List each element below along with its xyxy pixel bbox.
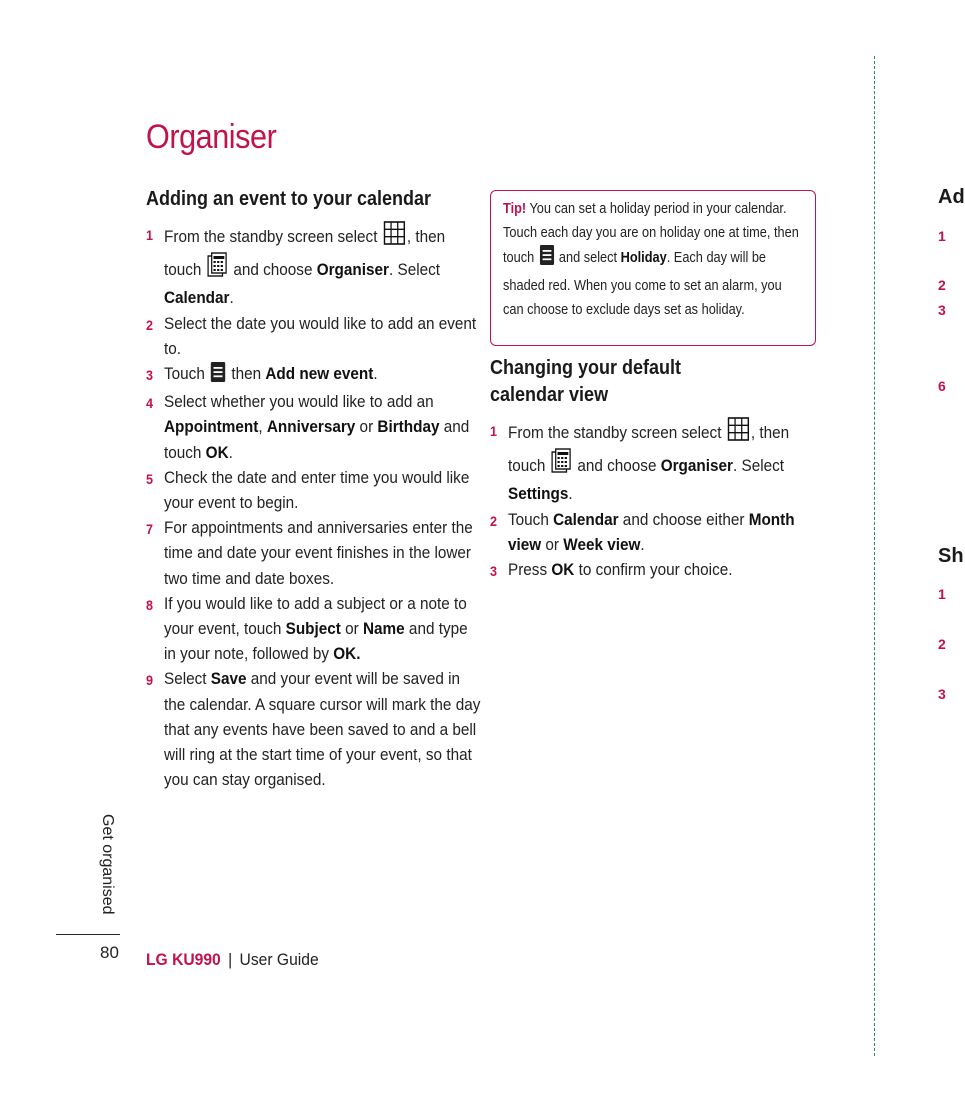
- step-text: and touch: [164, 417, 470, 462]
- bold-term: Appointment: [164, 417, 259, 437]
- bold-term: Calendar: [553, 509, 619, 529]
- step-item: [490, 417, 828, 507]
- bold-term: Birthday: [377, 417, 440, 437]
- step-text: . Select: [732, 456, 785, 476]
- step-text: For appointments and anniversaries enter the time and date your event finishes in the lower two time and date boxes.: [164, 518, 473, 588]
- bold-term: OK: [551, 560, 575, 580]
- step-text: .: [229, 288, 234, 308]
- page-title: Organiser: [146, 118, 277, 156]
- step-item: [490, 507, 828, 557]
- edge-step-number: 1: [938, 586, 946, 602]
- edge-step-number: 6: [938, 378, 946, 394]
- bold-term: OK: [205, 442, 229, 462]
- steps-list-calendar-view: [490, 417, 820, 582]
- edge-step-number: 2: [938, 636, 946, 652]
- step-number: 7: [146, 521, 154, 538]
- step-item: [146, 311, 484, 361]
- step-text: From the standby screen select: [164, 227, 382, 246]
- step-text: to confirm your choice.: [574, 560, 733, 580]
- step-text: or: [355, 417, 378, 437]
- step-text: You can set a holiday period in your calendar. Touch each day you are on holiday one at time, then touch: [503, 201, 799, 267]
- tip-label: Tip!: [503, 201, 527, 217]
- bold-term: Organiser: [316, 260, 389, 280]
- section-calendar-view: [490, 355, 820, 582]
- edge-step-number: 1: [938, 228, 946, 244]
- edge-step-number: 2: [938, 277, 946, 293]
- step-number: 4: [146, 395, 154, 412]
- grid-icon: [384, 221, 406, 252]
- page-guide-line: [874, 56, 875, 1056]
- step-number: 8: [146, 596, 154, 613]
- step-item: [146, 221, 484, 311]
- tip-box: [490, 190, 816, 346]
- step-number: 3: [146, 367, 154, 384]
- step-number: 2: [146, 316, 154, 333]
- bold-term: Anniversary: [266, 417, 356, 437]
- section-heading-calendar-view: Changing your default calendar view: [490, 357, 681, 406]
- step-text: , then touch: [164, 227, 446, 280]
- tip-text: [503, 197, 802, 322]
- step-number: 5: [146, 470, 154, 487]
- edge-step-number: 3: [938, 302, 946, 318]
- step-item: [146, 515, 484, 591]
- side-tab: [96, 814, 126, 924]
- step-text: From the standby screen select: [508, 423, 726, 442]
- step-number: 1: [490, 423, 498, 439]
- edge-heading: Sh: [938, 545, 964, 567]
- step-item: [146, 465, 484, 515]
- side-tab-label: Get organised: [99, 814, 116, 915]
- bold-term: Settings: [508, 484, 569, 504]
- step-item: [146, 666, 484, 792]
- bold-term: OK.: [333, 644, 361, 664]
- step-text: ,: [258, 417, 267, 437]
- bold-term: Week view: [563, 534, 641, 554]
- footer-separator: |: [228, 950, 233, 969]
- step-text: and choose: [229, 260, 317, 280]
- grid-icon: [728, 417, 750, 448]
- tip-body: [503, 201, 799, 318]
- step-text: .: [228, 442, 233, 462]
- step-text: Press: [508, 560, 552, 580]
- organiser-icon: [551, 448, 571, 481]
- section-adding-event: [146, 186, 481, 792]
- step-text: or: [340, 619, 363, 639]
- step-number: 3: [490, 563, 498, 580]
- step-text: Check the date and enter time you would like your event to begin.: [164, 467, 470, 513]
- step-text: and choose either: [618, 509, 749, 529]
- bold-term: Holiday: [620, 250, 667, 267]
- footer-rule: [56, 934, 120, 935]
- bold-term: Calendar: [164, 288, 230, 308]
- step-text: and select: [555, 250, 621, 267]
- step-text: Select: [164, 669, 211, 689]
- footer-text: User Guide: [239, 950, 319, 969]
- steps-list-adding-event: [146, 221, 481, 792]
- step-number: 9: [146, 672, 154, 689]
- edge-heading: Ad: [938, 186, 965, 208]
- step-item: [146, 361, 484, 389]
- step-text: .: [568, 484, 573, 504]
- step-text: .: [640, 534, 645, 554]
- step-text: If you would like to add a subject or a note to your event, touch: [164, 593, 467, 639]
- step-text: and type in your note, followed by: [164, 619, 468, 664]
- step-text: Select the date you would like to add an event to.: [164, 313, 477, 358]
- step-text: and your event will be saved in the calendar. A square cursor will mark the day that any events have been saved to and a bell will ring at the start time of your event, so that you can stay organised.: [164, 669, 481, 790]
- step-text: .: [373, 364, 378, 384]
- step-text: or: [541, 534, 564, 554]
- bold-term: Organiser: [660, 456, 733, 476]
- step-number: 1: [146, 227, 154, 243]
- step-text: , then touch: [508, 423, 790, 476]
- step-item: [490, 557, 828, 582]
- bold-term: Name: [362, 619, 405, 639]
- menu-icon: [540, 245, 554, 273]
- step-text: then: [227, 364, 266, 384]
- step-text: . Each day will be shaded red. When you come to set an alarm, you can choose to exclude days set as holiday.: [503, 250, 782, 318]
- bold-term: Month view: [508, 509, 795, 554]
- bold-term: Add new event: [265, 364, 374, 384]
- section-heading-adding-event: Adding an event to your calendar: [146, 188, 432, 210]
- step-item: [146, 591, 484, 667]
- step-text: . Select: [388, 260, 441, 280]
- step-text: Select whether you would like to add an: [164, 392, 434, 412]
- edge-step-number: 3: [938, 686, 946, 702]
- step-text: Touch: [164, 364, 210, 384]
- menu-icon: [211, 362, 225, 389]
- step-item: [146, 389, 484, 465]
- bold-term: Save: [210, 669, 247, 689]
- organiser-icon: [207, 252, 227, 285]
- bold-term: Subject: [285, 619, 341, 639]
- footer: [146, 950, 319, 970]
- footer-brand: LG KU990: [146, 950, 221, 969]
- step-text: and choose: [573, 456, 661, 476]
- step-text: Touch: [508, 509, 554, 529]
- step-number: 2: [490, 512, 498, 529]
- page-number: 80: [100, 943, 119, 962]
